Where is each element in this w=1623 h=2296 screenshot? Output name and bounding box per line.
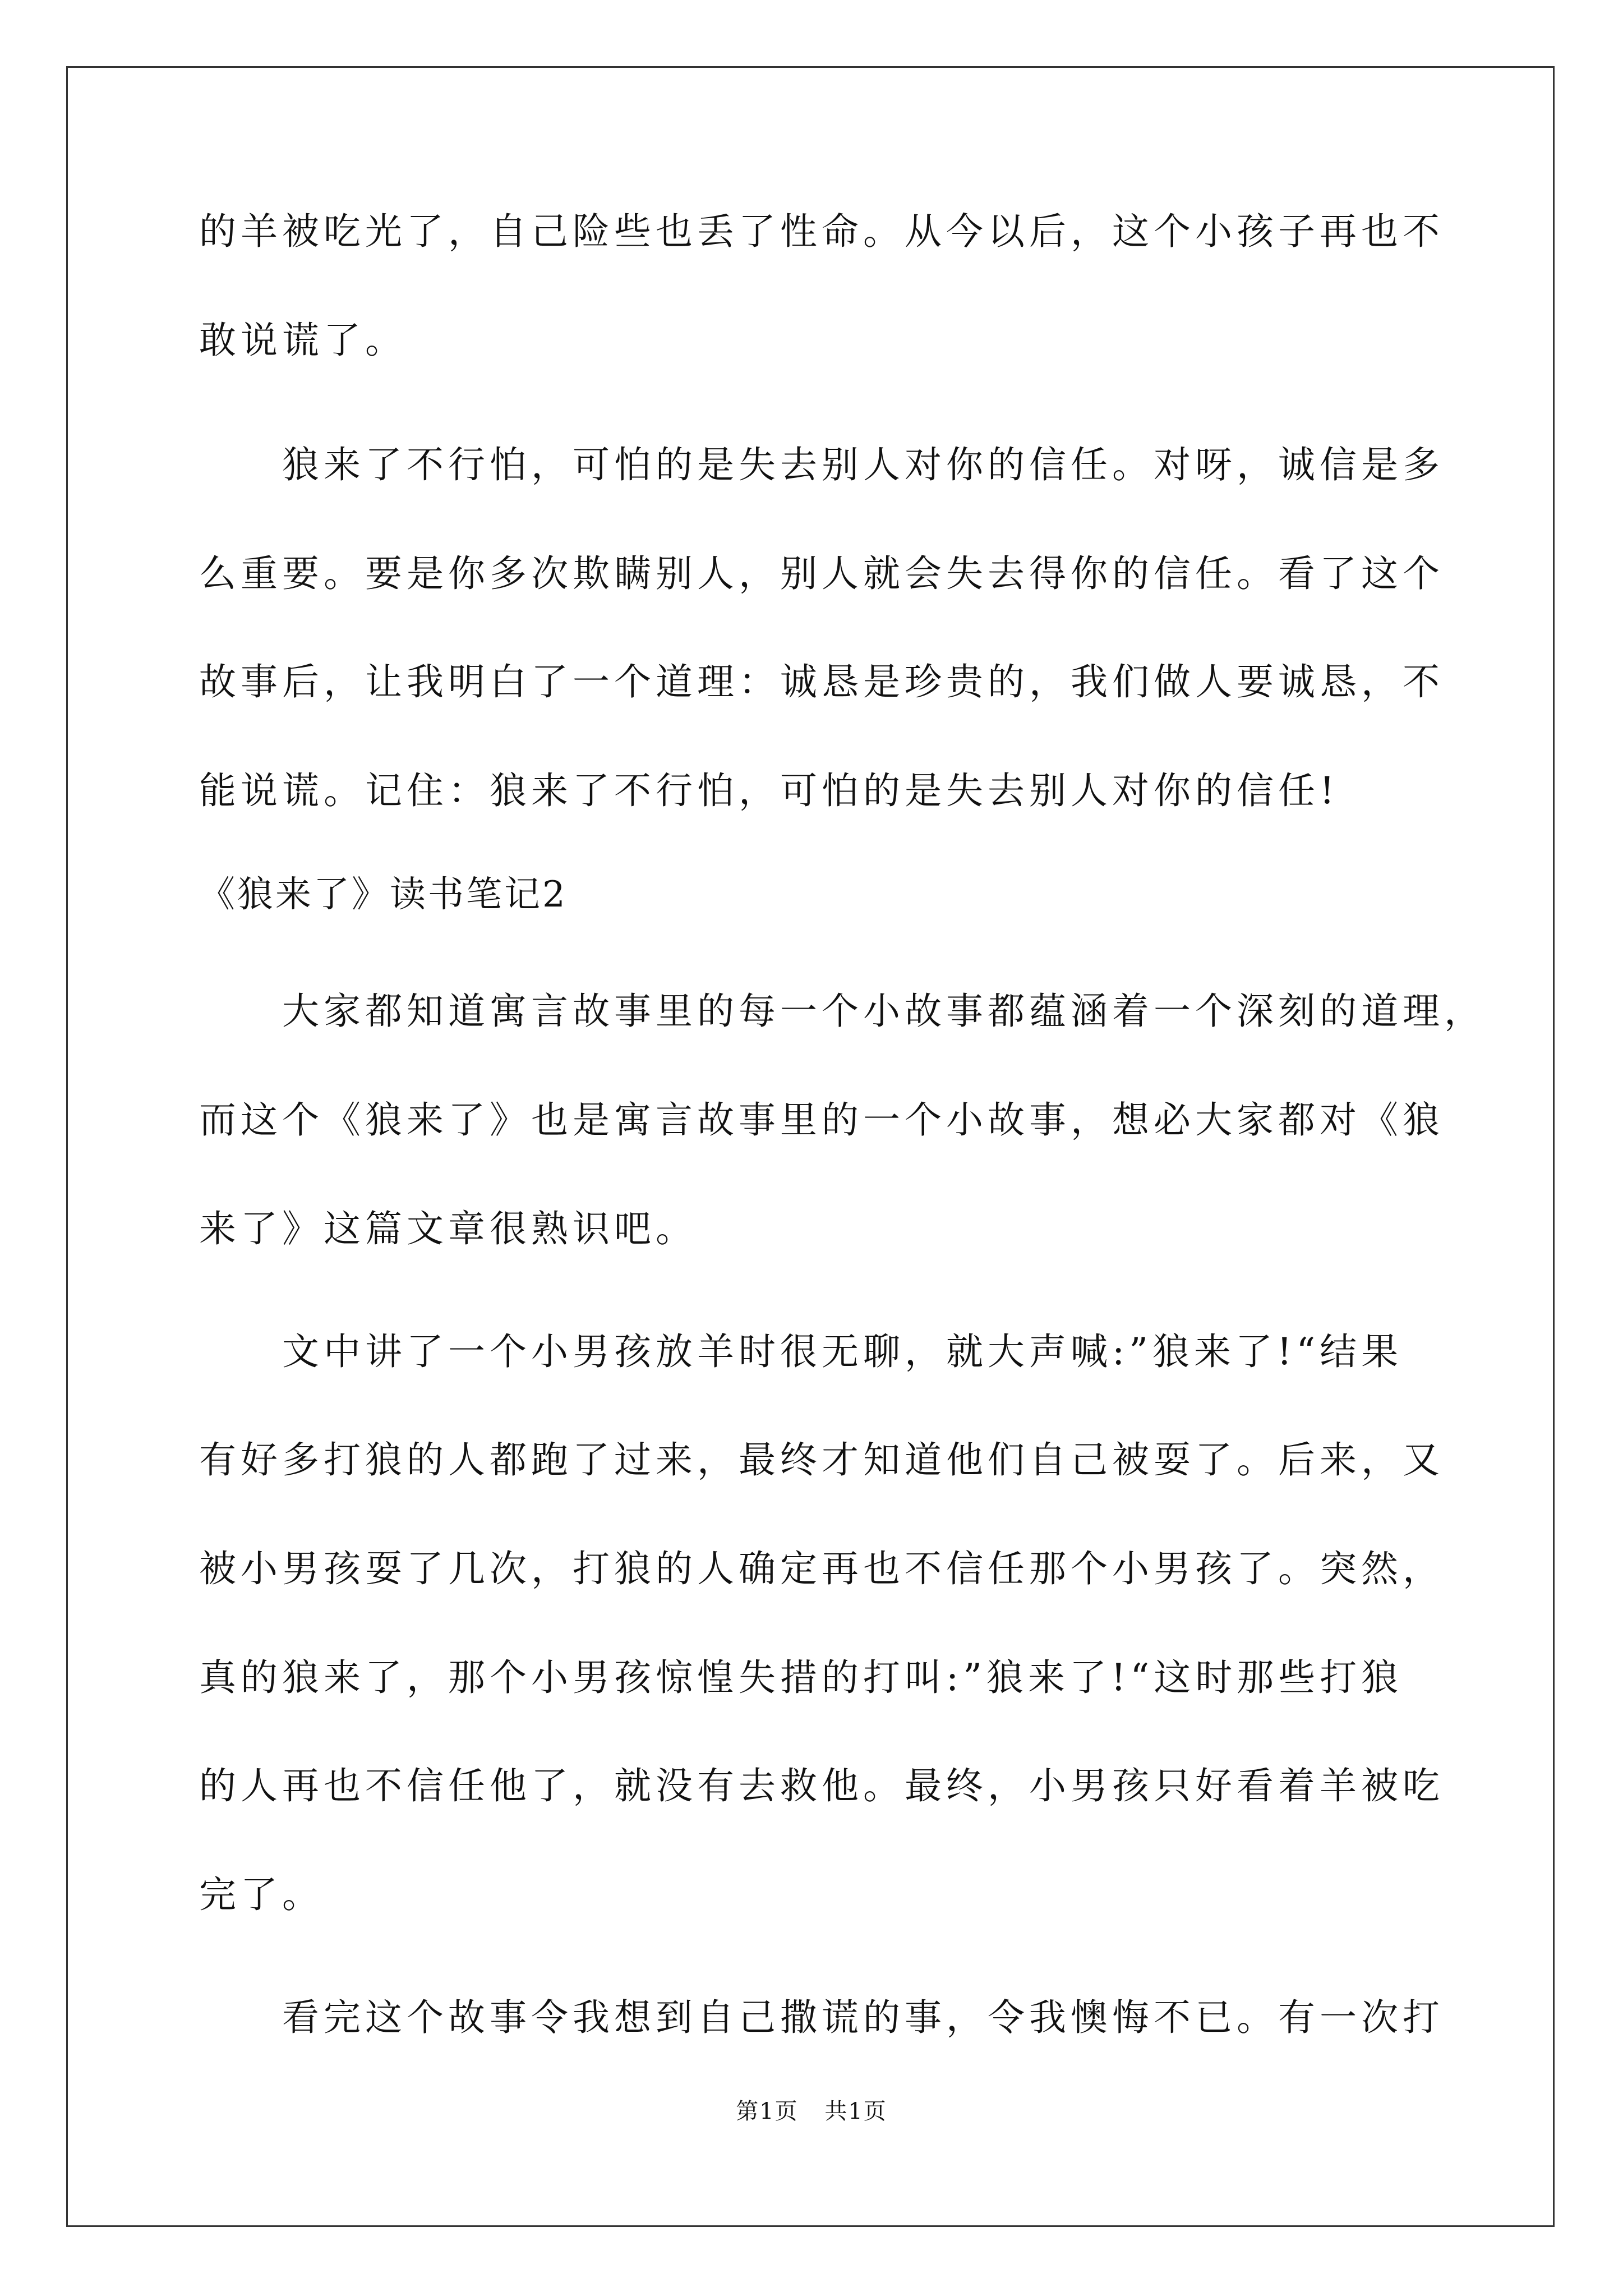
text-line: 真的狼来了，那个小男孩惊惶失措的打叫:”狼来了!“这时那些打狼 — [199, 1656, 1403, 1699]
section-heading: 《狼来了》读书笔记2 — [199, 874, 568, 915]
text-line: 故事后，让我明白了一个道理：诚恳是珍贵的，我们做人要诚恳，不 — [199, 660, 1444, 703]
text-line: 来了》这篇文章很熟识吧。 — [199, 1207, 697, 1250]
text-line: 完了。 — [199, 1873, 324, 1916]
paragraph-start: 文中讲了一个小男孩放羊时很无聊，就大声喊:”狼来了!“结果 — [282, 1330, 1403, 1373]
paragraph-start: 大家都知道寓言故事里的每一个小故事都蕴涵着一个深刻的道理， — [282, 990, 1486, 1033]
page-footer — [0, 2093, 1623, 2125]
text-line: 敢说谎了。 — [199, 319, 407, 362]
text-line: 么重要。要是你多次欺瞒别人，别人就会失去得你的信任。看了这个 — [199, 552, 1444, 595]
text-line: 的羊被吃光了，自己险些也丢了性命。从今以后，这个小孩子再也不 — [199, 210, 1444, 253]
page-number-total: 共1页 — [824, 2099, 887, 2124]
text-line: 被小男孩耍了几次，打狼的人确定再也不信任那个小男孩了。突然， — [199, 1547, 1444, 1590]
text-line: 的人再也不信任他了，就没有去救他。最终，小男孩只好看着羊被吃 — [199, 1764, 1444, 1807]
text-line: 能说谎。记住：狼来了不行怕，可怕的是失去别人对你的信任! — [199, 769, 1339, 812]
paragraph-start: 狼来了不行怕，可怕的是失去别人对你的信任。对呀，诚信是多 — [282, 443, 1444, 486]
text-line: 而这个《狼来了》也是寓言故事里的一个小故事，想必大家都对《狼 — [199, 1098, 1444, 1142]
paragraph-start: 看完这个故事令我想到自己撒谎的事，令我懊悔不已。有一次打 — [282, 1996, 1444, 2039]
text-line: 有好多打狼的人都跑了过来，最终才知道他们自己被耍了。后来，又 — [199, 1438, 1444, 1481]
page-number-current: 第1页 — [736, 2099, 799, 2124]
